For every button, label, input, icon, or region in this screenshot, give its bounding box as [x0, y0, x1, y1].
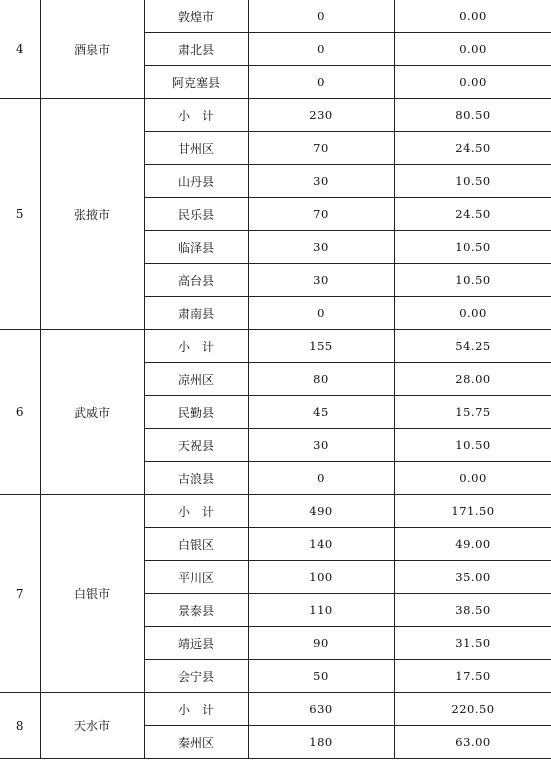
- amount-cell: 10.50: [394, 429, 551, 462]
- count-cell: 90: [248, 627, 394, 660]
- city-cell: 武威市: [40, 330, 144, 495]
- county-cell: 白银区: [144, 528, 248, 561]
- count-cell: 630: [248, 693, 394, 726]
- amount-cell: 35.00: [394, 561, 551, 594]
- row-number-cell: 5: [0, 99, 40, 330]
- amount-cell: 31.50: [394, 627, 551, 660]
- amount-cell: 171.50: [394, 495, 551, 528]
- row-number-cell: 4: [0, 0, 40, 99]
- row-number-cell: 8: [0, 693, 40, 759]
- count-cell: 50: [248, 660, 394, 693]
- county-cell: 临泽县: [144, 231, 248, 264]
- count-cell: 0: [248, 297, 394, 330]
- county-cell: 平川区: [144, 561, 248, 594]
- count-cell: 45: [248, 396, 394, 429]
- amount-cell: 63.00: [394, 726, 551, 759]
- count-cell: 230: [248, 99, 394, 132]
- county-cell: 肃北县: [144, 33, 248, 66]
- amount-cell: 24.50: [394, 198, 551, 231]
- county-cell: 甘州区: [144, 132, 248, 165]
- county-cell: 高台县: [144, 264, 248, 297]
- count-cell: 30: [248, 165, 394, 198]
- county-cell: 小 计: [144, 99, 248, 132]
- county-cell: 靖远县: [144, 627, 248, 660]
- count-cell: 0: [248, 0, 394, 33]
- county-cell: 小 计: [144, 495, 248, 528]
- county-cell: 景泰县: [144, 594, 248, 627]
- count-cell: 80: [248, 363, 394, 396]
- amount-cell: 80.50: [394, 99, 551, 132]
- row-number-cell: 7: [0, 495, 40, 693]
- county-cell: 民勤县: [144, 396, 248, 429]
- table-row: [0, 0, 551, 33]
- table-row: [0, 99, 551, 132]
- count-cell: 140: [248, 528, 394, 561]
- count-cell: 0: [248, 33, 394, 66]
- city-cell: 张掖市: [40, 99, 144, 330]
- count-cell: 0: [248, 462, 394, 495]
- county-cell: 民乐县: [144, 198, 248, 231]
- city-cell: 天水市: [40, 693, 144, 759]
- city-cell: 白银市: [40, 495, 144, 693]
- table-row: [0, 495, 551, 528]
- amount-cell: 220.50: [394, 693, 551, 726]
- count-cell: 0: [248, 66, 394, 99]
- count-cell: 70: [248, 198, 394, 231]
- county-cell: 会宁县: [144, 660, 248, 693]
- amount-cell: 0.00: [394, 33, 551, 66]
- amount-cell: 0.00: [394, 0, 551, 33]
- amount-cell: 0.00: [394, 297, 551, 330]
- city-cell: 酒泉市: [40, 0, 144, 99]
- amount-cell: 15.75: [394, 396, 551, 429]
- county-cell: 凉州区: [144, 363, 248, 396]
- count-cell: 30: [248, 231, 394, 264]
- county-cell: 秦州区: [144, 726, 248, 759]
- count-cell: 155: [248, 330, 394, 363]
- count-cell: 180: [248, 726, 394, 759]
- county-cell: 古浪县: [144, 462, 248, 495]
- amount-cell: 24.50: [394, 132, 551, 165]
- count-cell: 110: [248, 594, 394, 627]
- table-row: [0, 693, 551, 726]
- county-cell: 小 计: [144, 330, 248, 363]
- amount-cell: 10.50: [394, 264, 551, 297]
- county-cell: 阿克塞县: [144, 66, 248, 99]
- count-cell: 30: [248, 264, 394, 297]
- count-cell: 30: [248, 429, 394, 462]
- amount-cell: 0.00: [394, 462, 551, 495]
- county-cell: 天祝县: [144, 429, 248, 462]
- amount-cell: 28.00: [394, 363, 551, 396]
- count-cell: 70: [248, 132, 394, 165]
- county-cell: 山丹县: [144, 165, 248, 198]
- table-row: [0, 330, 551, 363]
- county-cell: 小 计: [144, 693, 248, 726]
- count-cell: 490: [248, 495, 394, 528]
- county-cell: 敦煌市: [144, 0, 248, 33]
- amount-cell: 49.00: [394, 528, 551, 561]
- amount-cell: 17.50: [394, 660, 551, 693]
- row-number-cell: 6: [0, 330, 40, 495]
- county-cell: 肃南县: [144, 297, 248, 330]
- amount-cell: 54.25: [394, 330, 551, 363]
- amount-cell: 10.50: [394, 165, 551, 198]
- count-cell: 100: [248, 561, 394, 594]
- amount-cell: 38.50: [394, 594, 551, 627]
- amount-cell: 0.00: [394, 66, 551, 99]
- amount-cell: 10.50: [394, 231, 551, 264]
